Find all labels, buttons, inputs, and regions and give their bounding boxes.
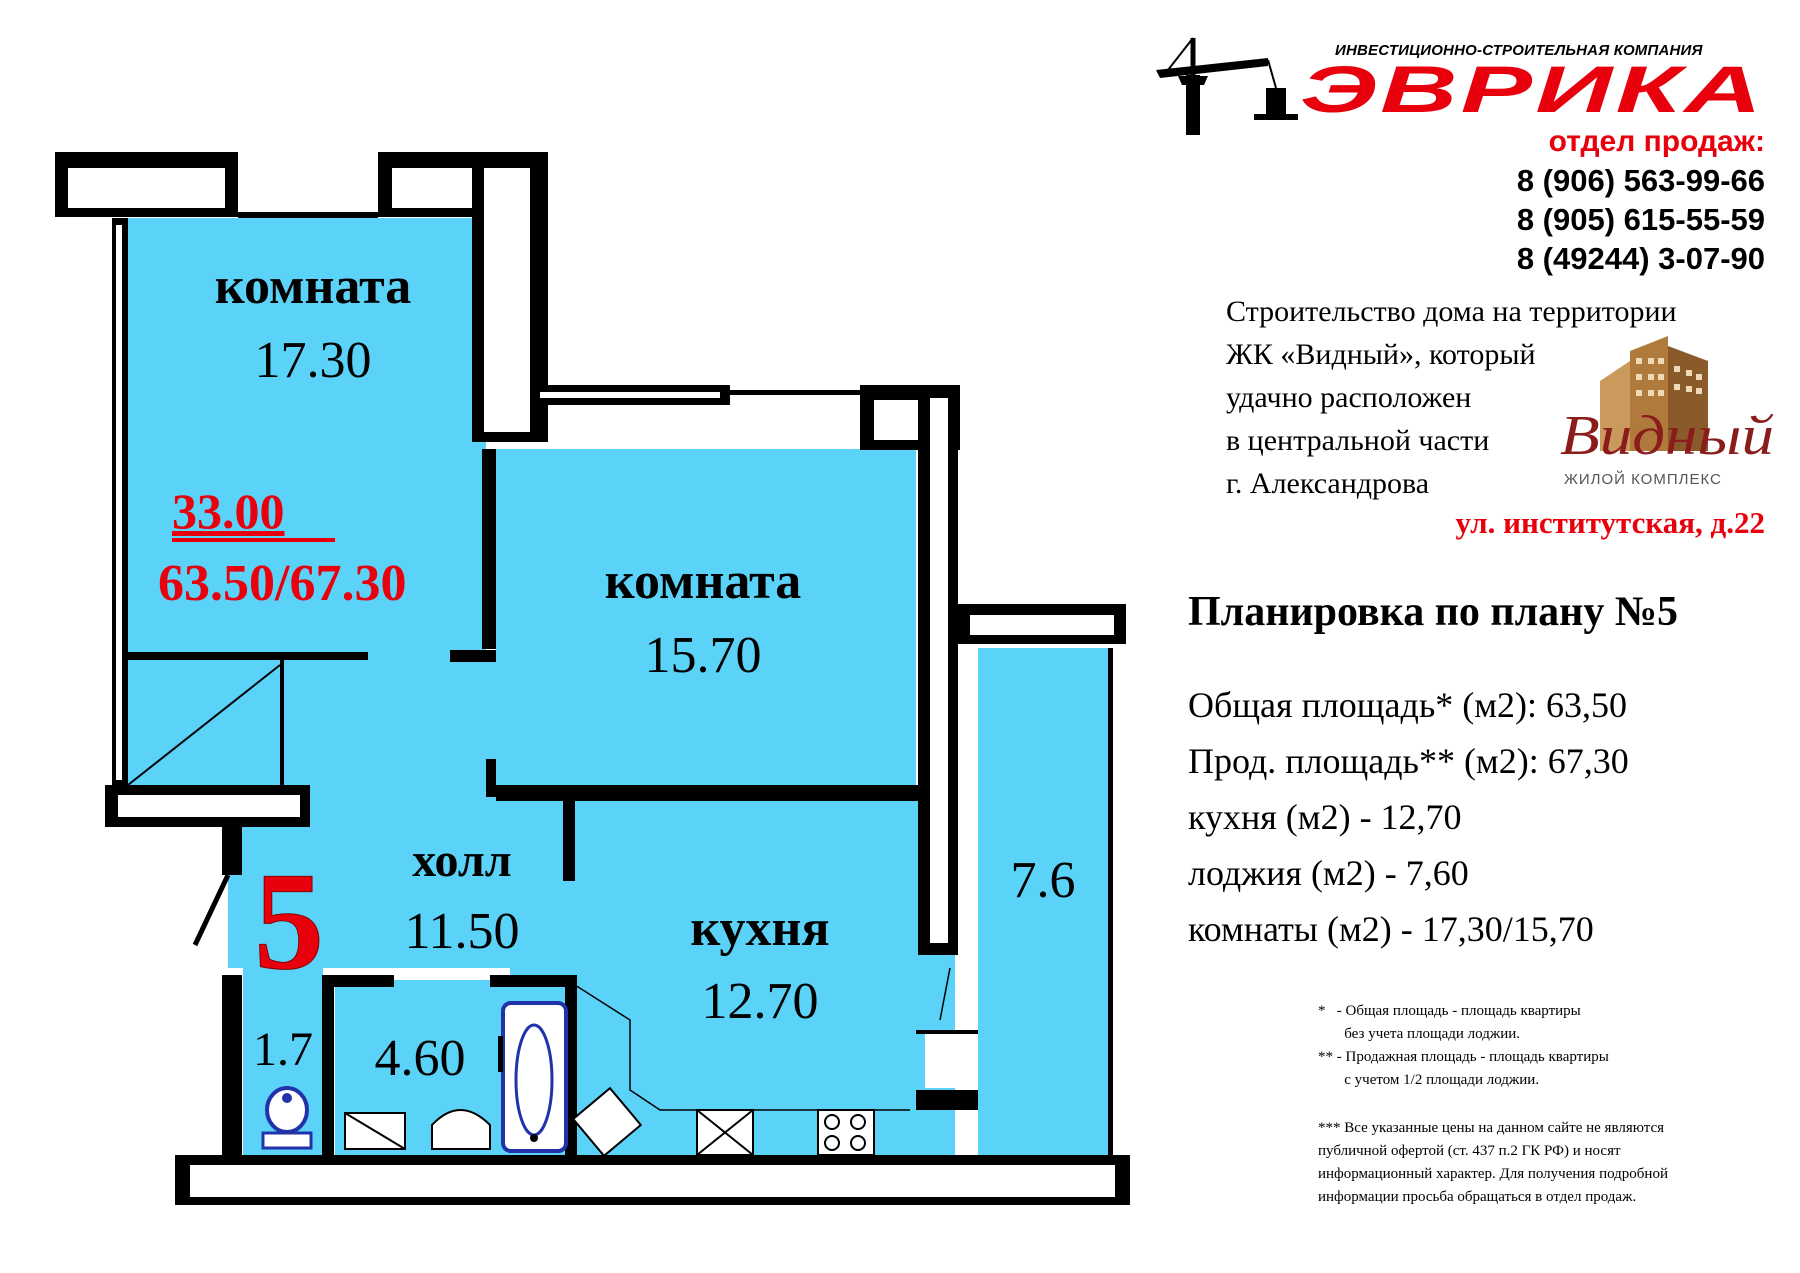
hall-fill [128, 658, 498, 788]
loggia-area: 7.6 [1010, 852, 1076, 909]
plan-specs [1188, 677, 1629, 957]
plan-number: 5 [254, 844, 324, 999]
room-2-name: комната [604, 553, 802, 610]
spec-total-area: Общая площадь* (м2): 63,50 [1188, 685, 1627, 725]
room-15-fill [496, 449, 916, 788]
complex-subtitle: ЖИЛОЙ КОМПЛЕКС [1564, 471, 1722, 488]
disclaimer [1318, 1117, 1668, 1209]
hall-name: холл [412, 834, 512, 887]
company-logo-text: ЭВРИКА [1300, 60, 1765, 120]
footnotes [1318, 1000, 1609, 1092]
room-2-area: 15.70 [644, 627, 762, 684]
description-line: Строительство дома на территории [1226, 295, 1677, 328]
disclaimer-line: публичной офертой (ст. 437 п.2 ГК РФ) и носят [1318, 1143, 1621, 1159]
footnote-line: * - Общая площадь - площадь квартиры [1318, 1003, 1581, 1019]
kitchen-area: 12.70 [701, 973, 819, 1030]
disclaimer-line: *** Все указанные цены на данном сайте не являются [1318, 1120, 1665, 1136]
total-area: 63.50/67.30 [158, 555, 407, 612]
hall-area: 11.50 [404, 903, 520, 960]
room-1-name: комната [214, 258, 412, 315]
description-line: в центральной части [1226, 424, 1490, 457]
sales-heading: отдел продаж: [1548, 125, 1765, 158]
wc-area: 1.7 [253, 1023, 313, 1076]
footnote-line: без учета площади лоджии. [1318, 1026, 1521, 1042]
description-line: ЖК «Видный», который [1226, 338, 1536, 371]
living-area: 33.00 [172, 483, 285, 539]
toilet-icon [263, 1088, 311, 1148]
company-logo [1300, 60, 1770, 120]
sales-contacts [1517, 122, 1765, 278]
spec-sale-area: Прод. площадь** (м2): 67,30 [1188, 741, 1629, 781]
footnote-line: с учетом 1/2 площади лоджии. [1318, 1072, 1540, 1088]
plan-title: Планировка по плану №5 [1188, 589, 1679, 635]
phone-1[interactable]: 8 (906) 563-99-66 [1516, 163, 1765, 198]
description-line: удачно расположен [1226, 381, 1472, 414]
kitchen-name: кухня [690, 900, 830, 957]
disclaimer-line: информации просьба обращаться в отдел продаж. [1318, 1189, 1637, 1205]
phone-3[interactable]: 8 (49244) 3-07-90 [1516, 241, 1765, 276]
spec-rooms: комнаты (м2) - 17,30/15,70 [1188, 909, 1594, 949]
address: ул. институтская, д.22 [1455, 505, 1765, 540]
complex-name: Видный [1560, 405, 1774, 467]
phone-2[interactable]: 8 (905) 615-55-59 [1516, 202, 1765, 237]
room-1-area: 17.30 [254, 332, 372, 389]
company-tagline: ИНВЕСТИЦИОННО-СТРОИТЕЛЬНАЯ КОМПАНИЯ [1335, 42, 1703, 59]
spec-loggia: лоджия (м2) - 7,60 [1188, 853, 1469, 893]
footnote-line: ** - Продажная площадь - площадь квартиры [1318, 1049, 1609, 1065]
spec-kitchen: кухня (м2) - 12,70 [1188, 797, 1462, 837]
complex-logo [1548, 336, 1778, 506]
bath-area: 4.60 [374, 1030, 466, 1087]
disclaimer-line: информационный характер. Для получения подробной [1318, 1166, 1668, 1182]
description-line: г. Александрова [1226, 467, 1430, 500]
